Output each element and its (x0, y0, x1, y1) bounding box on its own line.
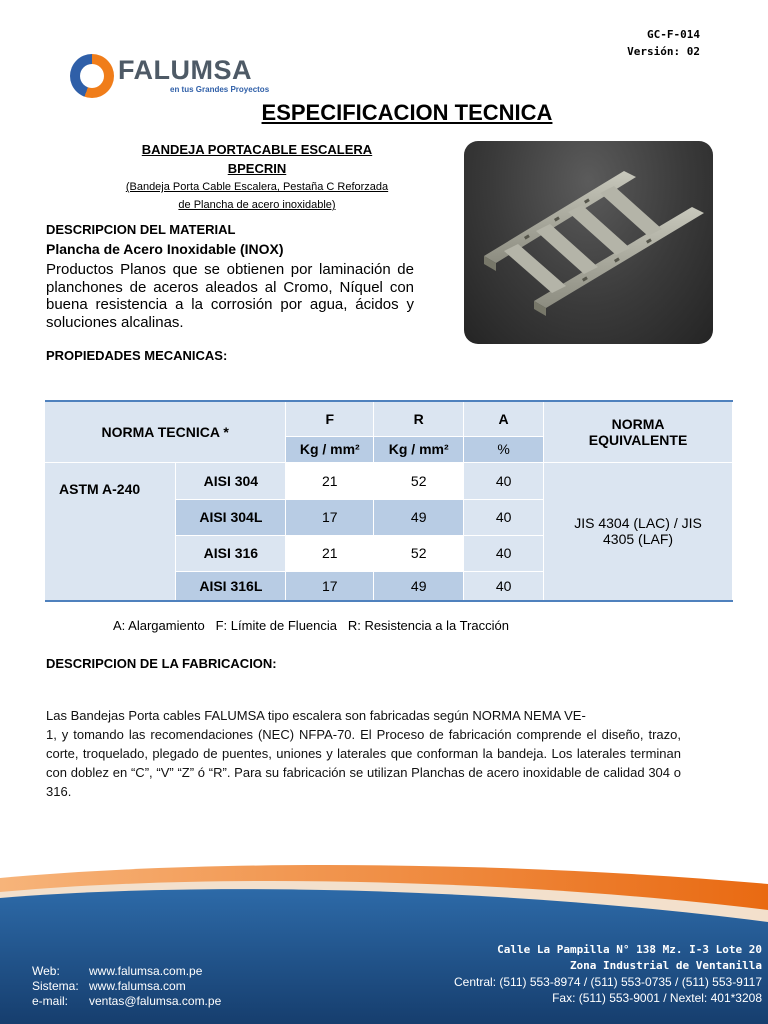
material-description: Productos Planos que se obtienen por laminación de planchones de aceros aleados al Cromo, Níquel con buena resistencia a la corrosión por agua, ácidos y soluciones alcalinas. (46, 261, 414, 331)
doc-version-label: Versión: 02 (627, 45, 700, 58)
grade-cell: AISI 316 (176, 535, 286, 571)
email-link[interactable]: ventas@falumsa.com.pe (89, 994, 222, 1008)
email-label: e-mail: (32, 994, 69, 1008)
col-header-a: A (464, 401, 544, 436)
equivalent-line2: 4305 (LAF) (603, 531, 674, 548)
a-value-cell: 40 (464, 499, 544, 535)
footer-contact-right (454, 942, 762, 1006)
company-logo (70, 52, 270, 98)
table-header-row (45, 401, 733, 436)
equiv-header-line1: NORMA (611, 415, 665, 432)
product-photo (464, 141, 713, 344)
f-value-cell: 21 (286, 462, 374, 499)
system-label: Sistema: (32, 979, 79, 993)
system-link[interactable]: www.falumsa.com (89, 979, 186, 993)
equivalent-line1: JIS 4304 (LAC) / JIS (574, 515, 702, 532)
logo-name: FALUMSA (118, 55, 252, 85)
unit-a: % (464, 436, 544, 462)
product-desc-line2: de Plancha de acero inoxidable) (178, 199, 336, 211)
fabrication-line1: Las Bandejas Porta cables FALUMSA tipo escalera son fabricadas según NORMA NEMA VE- (46, 708, 586, 723)
r-value-cell: 49 (374, 499, 464, 535)
web-label: Web: (32, 964, 60, 978)
unit-r: Kg / mm² (374, 436, 464, 462)
address-line2: Zona Industrial de Ventanilla (569, 959, 762, 972)
col-header-r: R (374, 401, 464, 436)
central-phone: Central: (511) 553-8974 / (511) 553-0735 / (511) 553-9117 (454, 975, 762, 989)
r-value-cell: 49 (374, 571, 464, 601)
a-value-cell: 40 (464, 462, 544, 499)
address-line1: Calle La Pampilla N° 138 Mz. I-3 Lote 20 (497, 943, 762, 956)
material-heading: DESCRIPCION DEL MATERIAL (46, 222, 236, 237)
fabrication-heading: DESCRIPCION DE LA FABRICACION: (46, 656, 277, 671)
product-title-block (90, 140, 424, 214)
f-value-cell: 21 (286, 535, 374, 571)
material-subheading: Plancha de Acero Inoxidable (INOX) (46, 241, 284, 257)
product-name-line1: BANDEJA PORTACABLE ESCALERA (141, 142, 373, 157)
col-header-f: F (286, 401, 374, 436)
table-row (45, 462, 733, 499)
product-name-line2: BPECRIN (227, 161, 287, 176)
web-link[interactable]: www.falumsa.com.pe (89, 964, 203, 978)
doc-code-label: GC-F-014 (647, 28, 700, 41)
footer-contact-left (32, 964, 221, 1009)
a-value-cell: 40 (464, 535, 544, 571)
grade-cell: AISI 316L (176, 571, 286, 601)
mechanical-heading: PROPIEDADES MECANICAS: (46, 348, 228, 363)
fax-phone: Fax: (511) 553-9001 / Nextel: 401*3208 (552, 991, 762, 1005)
fabrication-description (46, 706, 681, 801)
r-value-cell: 52 (374, 535, 464, 571)
table-legend: A: Alargamiento F: Límite de Fluencia R: Resistencia a la Tracción (113, 618, 509, 633)
mechanical-properties-table (45, 400, 733, 602)
product-desc-line1: (Bandeja Porta Cable Escalera, Pestaña C Reforzada (125, 181, 389, 193)
f-value-cell: 17 (286, 571, 374, 601)
equiv-header-line2: EQUIVALENTE (588, 431, 688, 448)
grade-cell: AISI 304L (176, 499, 286, 535)
fabrication-body: 1, y tomando las recomendaciones (NEC) NFPA-70. El Proceso de fabricación comprende el diseño, trazo, corte, troquelado, plegado de puentes, uniones y laterales que conforman la bandeja. Los laterales terminan con doblez en “C”, “V” “Z” ó “R”. Para su fabricación se utilizan Planchas de acero inoxidable de calidad 304 o 316. (46, 727, 681, 799)
page-title: ESPECIFICACION TECNICA (261, 100, 553, 125)
document-code (627, 26, 700, 60)
norma-tecnica-header: NORMA TECNICA * (45, 401, 286, 462)
unit-f: Kg / mm² (286, 436, 374, 462)
grade-cell: AISI 304 (176, 462, 286, 499)
logo-tagline: en tus Grandes Proyectos (170, 85, 270, 94)
page-footer (0, 850, 768, 1024)
logo-ring-icon (70, 54, 114, 98)
f-value-cell: 17 (286, 499, 374, 535)
cable-tray-illustration (464, 141, 713, 344)
astm-standard-cell: ASTM A-240 (45, 462, 176, 601)
r-value-cell: 52 (374, 462, 464, 499)
equivalent-standard-cell (544, 462, 733, 601)
a-value-cell: 40 (464, 571, 544, 601)
norma-equivalente-header (544, 401, 733, 462)
